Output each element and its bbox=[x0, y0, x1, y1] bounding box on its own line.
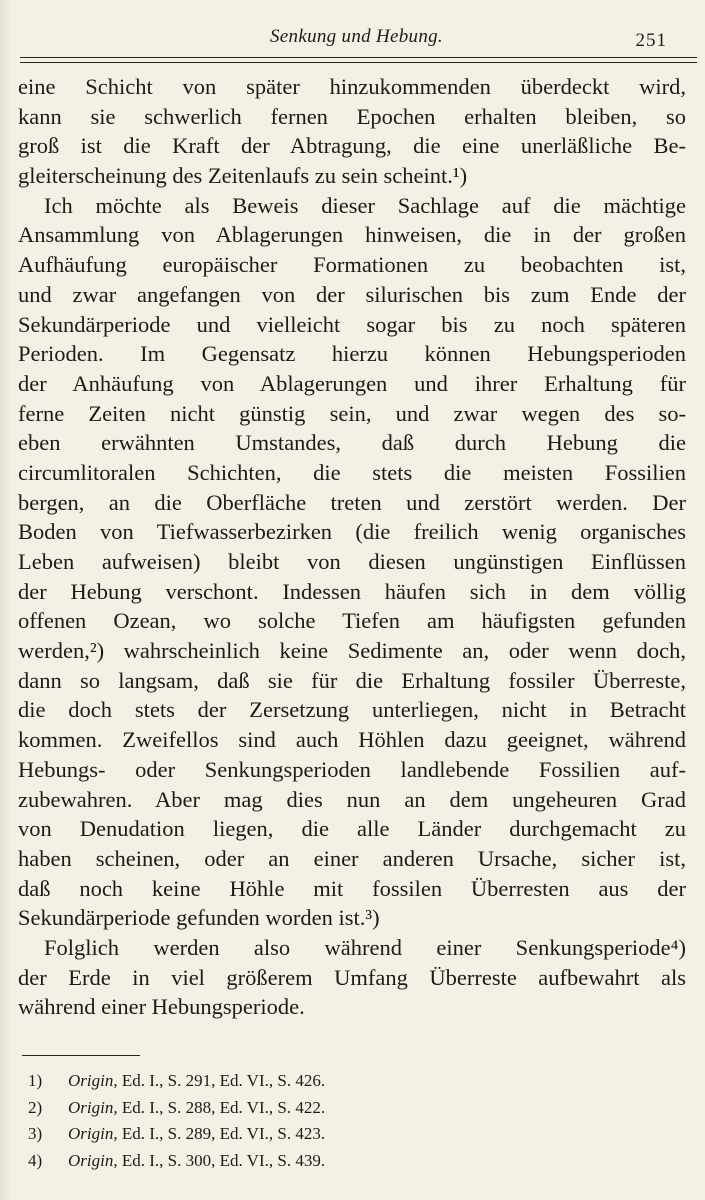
text-line: Sekundärperiode gefunden worden ist.³) bbox=[18, 905, 380, 931]
text-line: von Denudation liegen, die alle Länder durchgemacht zu bbox=[18, 816, 686, 842]
footnote-title: Origin, bbox=[68, 1071, 118, 1090]
text-line: Sekundärperiode und vielleicht sogar bis zu noch späteren bbox=[18, 311, 686, 337]
footnote-number: 3) bbox=[28, 1124, 43, 1143]
text-line: Hebungs- oder Senkungsperioden landlebende Fossilien auf- bbox=[18, 756, 686, 782]
text-line: Leben aufweisen) bleibt von diesen ungünstigen Einflüssen bbox=[18, 549, 686, 574]
footnote-title: Origin, bbox=[68, 1097, 118, 1117]
footnote bbox=[28, 1095, 325, 1122]
text-line: werden,²) wahrscheinlich keine Sedimente an, oder wenn doch, bbox=[18, 638, 686, 664]
text-line: offenen Ozean, wo solche Tiefen am häufigsten gefunden bbox=[18, 608, 686, 634]
text-line: Boden von Tiefwasserbezirken (die freilich wenig organisches bbox=[18, 519, 686, 545]
footnote bbox=[28, 1068, 325, 1095]
text-line: Ich möchte als Beweis dieser Sachlage auf die mächtige bbox=[44, 192, 686, 218]
footnotes bbox=[28, 1068, 325, 1174]
text-line: Folglich werden also während einer Senkungsperiode⁴) bbox=[44, 934, 686, 960]
paragraph-3 bbox=[18, 933, 686, 1022]
page-number: 251 bbox=[635, 30, 667, 51]
header-rule-thin bbox=[20, 62, 697, 63]
paragraph-2 bbox=[18, 191, 686, 933]
footnote-ref: Ed. I., S. 300, Ed. VI., S. 439. bbox=[121, 1150, 326, 1170]
text-line: der Anhäufung von Ablagerungen und ihrer Erhaltung für bbox=[18, 370, 686, 396]
text-line: Aufhäufung europäischer Formationen zu beobachten ist, bbox=[18, 252, 686, 278]
footnote-number: 2) bbox=[28, 1097, 43, 1117]
footnote bbox=[28, 1148, 325, 1175]
text-line: ferne Zeiten nicht günstig sein, und zwar wegen des so- bbox=[18, 400, 686, 426]
text-line: Perioden. Im Gegensatz hierzu können Hebungsperioden bbox=[18, 341, 686, 367]
footnote-number: 4) bbox=[28, 1150, 43, 1170]
text-line: und zwar angefangen von der silurischen bis zum Ende der bbox=[18, 281, 686, 307]
text-line: eben erwähnten Umstandes, daß durch Hebung die bbox=[18, 430, 686, 456]
page-edge-shadow bbox=[0, 0, 12, 1200]
text-line: gleiterscheinung des Zeitenlaufs zu sein scheint.¹) bbox=[18, 163, 468, 189]
text-line: der Erde in viel größerem Umfang Überreste aufbewahrt als bbox=[18, 964, 686, 990]
running-title: Senkung und Hebung. bbox=[270, 26, 443, 47]
text-line: bergen, an die Oberfläche treten und zerstört werden. Der bbox=[18, 489, 686, 515]
text-line: zubewahren. Aber mag dies nun an dem ungeheuren Grad bbox=[18, 786, 686, 812]
text-line: die doch stets der Zersetzung unterliegen, nicht in Betracht bbox=[18, 697, 686, 723]
text-line: eine Schicht von später hinzukommenden überdeckt wird, bbox=[18, 74, 686, 99]
header-rule bbox=[20, 57, 697, 58]
text-line: der Hebung verschont. Indessen häufen sich in dem völlig bbox=[18, 578, 686, 604]
footnote-title: Origin, bbox=[68, 1124, 118, 1143]
footnote-ref: Ed. I., S. 291, Ed. VI., S. 426. bbox=[121, 1071, 326, 1090]
paragraph-1 bbox=[18, 72, 686, 191]
body-text bbox=[18, 72, 686, 1022]
footnote-title: Origin, bbox=[68, 1150, 118, 1170]
text-line: haben scheinen, oder an einer anderen Ursache, sicher ist, bbox=[18, 845, 686, 871]
text-line: kann sie schwerlich fernen Epochen erhalten bleiben, so bbox=[18, 103, 686, 129]
footnote-ref: Ed. I., S. 288, Ed. VI., S. 422. bbox=[121, 1097, 326, 1117]
footnote-rule bbox=[22, 1055, 140, 1056]
text-line: während einer Hebungsperiode. bbox=[18, 994, 305, 1020]
footnote bbox=[28, 1121, 325, 1148]
footnote-number: 1) bbox=[28, 1071, 43, 1090]
text-line: kommen. Zweifellos sind auch Höhlen dazu geeignet, während bbox=[18, 727, 686, 753]
text-line: dann so langsam, daß sie für die Erhaltung fossiler Überreste, bbox=[18, 667, 686, 693]
page-header bbox=[18, 22, 687, 58]
text-line: daß noch keine Höhle mit fossilen Überresten aus der bbox=[18, 875, 686, 901]
text-line: groß ist die Kraft der Abtragung, die eine unerläßliche Be- bbox=[18, 133, 686, 159]
text-line: circumlitoralen Schichten, die stets die meisten Fossilien bbox=[18, 459, 686, 485]
text-line: Ansammlung von Ablagerungen hinweisen, die in der großen bbox=[18, 222, 686, 248]
footnote-ref: Ed. I., S. 289, Ed. VI., S. 423. bbox=[121, 1124, 326, 1143]
